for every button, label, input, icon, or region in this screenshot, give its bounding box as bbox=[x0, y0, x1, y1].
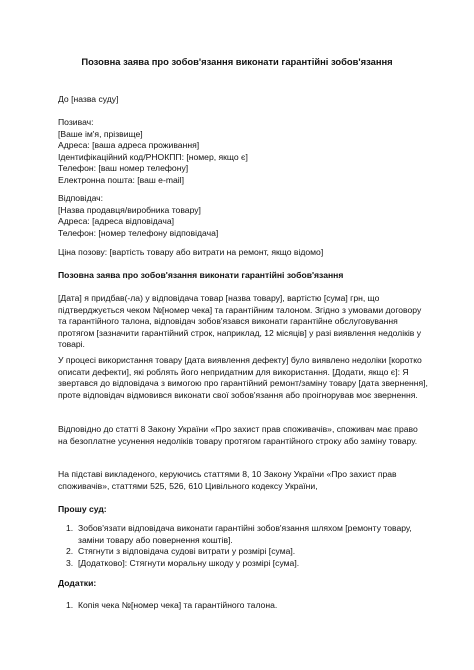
list-item bbox=[58, 600, 428, 612]
paragraph-text: Відповідно до статті 8 Закону України «Про захист прав споживачів», споживач має право на безоплатне усунення недоліків товару протягом гарантійного строку або заміну товару. bbox=[58, 424, 418, 446]
section-title: Позовна заява про зобов'язання виконати гарантійні зобов'язання bbox=[58, 270, 344, 280]
paragraph-basis bbox=[58, 469, 428, 492]
list-item-number: 3. bbox=[66, 557, 74, 568]
paragraph-defect bbox=[58, 355, 428, 401]
list-item-text: Стягнути з відповідача судові витрати у розмірі [сума]. bbox=[78, 546, 296, 557]
plaintiff-heading: Позивач: bbox=[58, 117, 94, 127]
plaintiff-id-code: Ідентифікаційний код/РНОКПП: [номер, якщо є] bbox=[58, 151, 248, 162]
defendant-address: Адреса: [адреса відповідача] bbox=[58, 216, 175, 227]
plaintiff-phone: Телефон: [ваш номер телефону] bbox=[58, 163, 189, 174]
paragraph-text: [Дата] я придбав(-ла) у відповідача товар [назва товару], вартістю [сума] грн, що підтверджується чеком №[номер чека] та гарантійним талоном. Згідно з умовами договору та гарантійного талона, відповідач зобов'язався виконати гарантійне обслуговування протягом [зазначити гарантійний строк, наприклад, 12 місяців] у разі виявлення недоліків у товарі. bbox=[58, 293, 422, 350]
request-heading: Прошу суд: bbox=[58, 504, 107, 514]
plaintiff-address: Адреса: [ваша адреса проживання] bbox=[58, 140, 200, 151]
list-item-text: [Додатково]: Стягнути моральну шкоду у розмірі [сума]. bbox=[78, 557, 300, 568]
defendant-heading: Відповідач: bbox=[58, 193, 104, 203]
list-item-text: Зобов'язати відповідача виконати гарантійні зобов'язання шляхом [ремонту товару, заміни товару або повернення коштів]. bbox=[78, 523, 412, 545]
request-list-block bbox=[58, 523, 428, 569]
list-item-text: Копія чека №[номер чека] та гарантійного талона. bbox=[78, 600, 278, 610]
court-name: До [назва суду] bbox=[58, 94, 119, 104]
paragraph-purchase bbox=[58, 293, 428, 351]
document-title: Позовна заява про зобов'язання виконати гарантійні зобов'язання bbox=[81, 56, 393, 67]
defendant-block bbox=[58, 193, 428, 239]
defendant-name: [Назва продавця/виробника товару] bbox=[58, 204, 201, 215]
section-title-block bbox=[58, 270, 428, 282]
list-item bbox=[58, 546, 428, 558]
request-heading-block bbox=[58, 504, 428, 516]
request-list bbox=[58, 523, 428, 569]
paragraph-text: На підставі викладеного, керуючись статтями 8, 10 Закону України «Про захист прав споживачів», статтями 525, 526, 610 Цивільного кодексу України, bbox=[58, 469, 397, 491]
plaintiff-email: Електронна пошта: [ваш e-mail] bbox=[58, 174, 184, 185]
claim-price: Ціна позову: [вартість товару або витрати на ремонт, якщо відомо] bbox=[58, 247, 324, 257]
defendant-phone: Телефон: [номер телефону відповідача] bbox=[58, 227, 219, 238]
attachments-heading: Додатки: bbox=[58, 578, 97, 588]
list-item bbox=[58, 558, 428, 570]
attachments-list bbox=[58, 600, 428, 612]
list-item-number: 1. bbox=[66, 523, 74, 533]
claim-price-block bbox=[58, 247, 428, 259]
attachments-list-block bbox=[58, 600, 428, 612]
list-item-number: 2. bbox=[66, 546, 74, 557]
court-line bbox=[58, 94, 428, 106]
paragraph-text: У процесі використання товару [дата виявлення дефекту] було виявлено недоліки [коротко описати дефекти], які роблять його непридатним для використання. [Додати, якщо є]: Я звертався до відповідача з вимогою про гарантійний ремонт/заміну товару [дата звернення], проте відповідач відмовився виконати свої зобов'язання або проігнорував моє звернення. bbox=[58, 355, 428, 400]
paragraph-law bbox=[58, 424, 428, 447]
attachments-heading-block bbox=[58, 578, 428, 590]
plaintiff-name: [Ваше ім'я, прізвище] bbox=[58, 128, 143, 139]
list-item-number: 1. bbox=[66, 600, 74, 610]
list-item bbox=[58, 523, 428, 546]
plaintiff-block bbox=[58, 117, 428, 187]
